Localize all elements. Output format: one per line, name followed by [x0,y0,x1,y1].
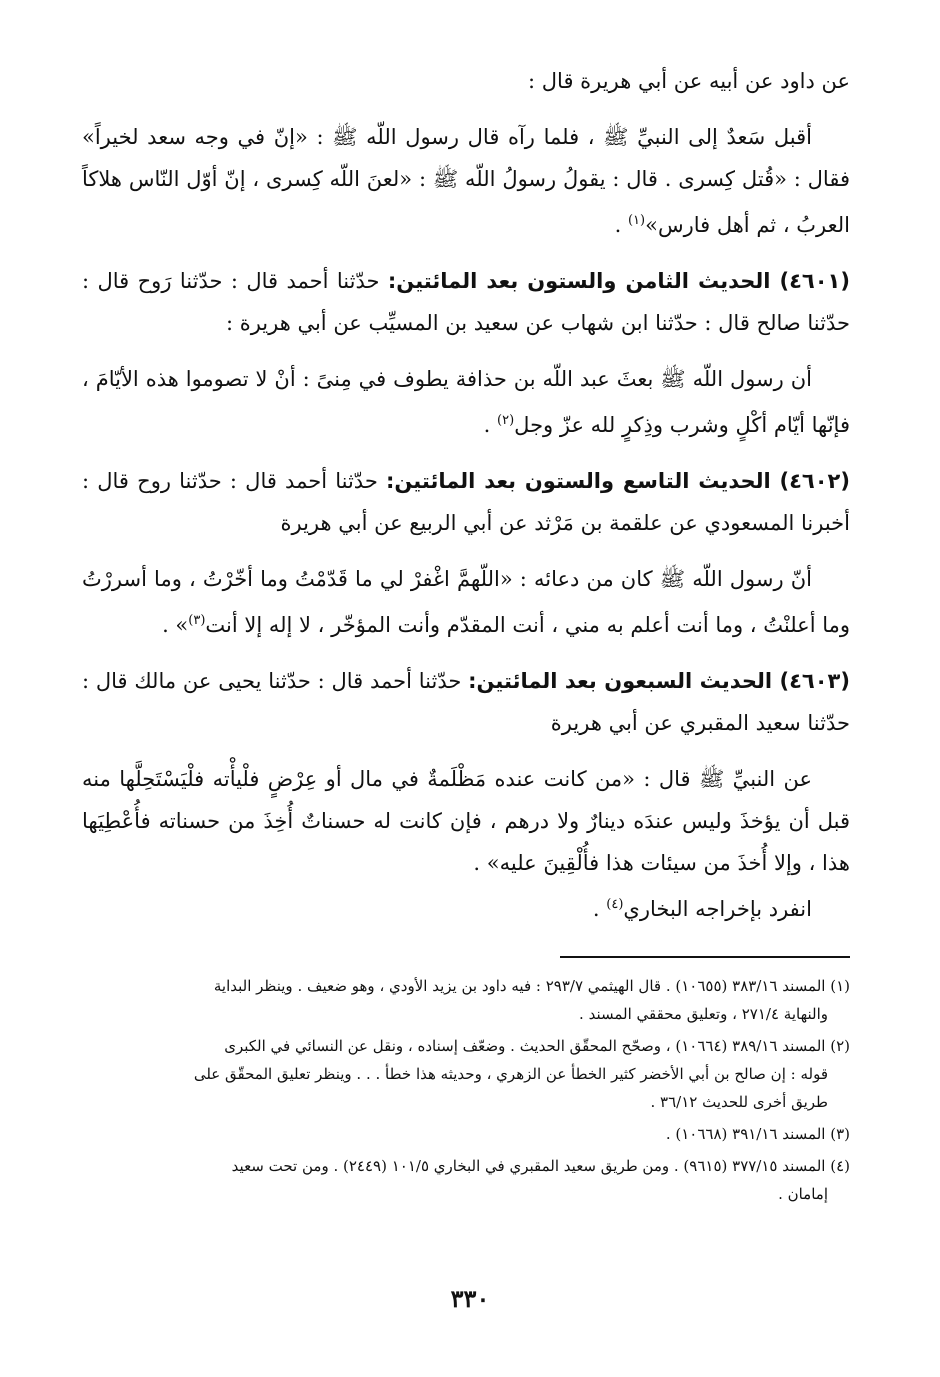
footnote-4 [82,1152,850,1208]
kisra-end: . [614,213,628,237]
hadith-4601-title: (٤٦٠١) الحديث الثامن والستون بعد المائتين: [387,269,850,293]
hadith-4601-line-2: فإنّها أيّام أكْلٍ وشرب وذِكرٍ لله عزّ وجل [514,413,850,437]
footnote-ref-4[interactable]: (٤) [606,897,624,912]
hadith-4602-line-2: وما أعلنْتُ ، وما أنت أعلم به مني ، أنت المقدّم وأنت المؤخّر ، لا إله إلا أنت [205,613,850,637]
kisra-line-3: العربُ ، ثم أهل فارس» [645,213,850,237]
hadith-4602-chain: حدّثنا أحمد قال : حدّثنا روح [137,469,386,493]
hadith-4601-chain: حدّثنا أحمد قال : حدّثنا رَوح [137,269,388,293]
hadith-4602-text [82,558,850,646]
footnote-1-line-1: (١) المسند ٣٨٣/١٦ (١٠٦٥٥) . قال الهيثمي ٢٩٣/٧ : فيه داود بن يزيد الأودي ، وهو ضعيف . وينظر البداية [213,977,850,995]
footnote-4-line-1: (٤) المسند ٣٧٧/١٥ (٩٦١٥) . ومن طريق سعيد المقبري في البخاري ١٠١/٥ (٢٤٤٩) . ومن تحت سعيد [231,1157,850,1175]
hadith-4602-heading [82,460,850,544]
hadith-4601-line-1: أن رسول اللّه ﷺ بعثَ عبد اللّه بن حذافة يطوف في مِنىً : أنْ لا تصوموا هذه الأيّامَ ، [82,367,812,391]
footnote-2-line-3: طريق أخرى للحديث ٣٦/١٢ . [650,1093,828,1111]
hadith-4603-heading [82,660,850,744]
footnote-ref-2[interactable]: (٢) [497,413,515,428]
hadith-4602-chain-2: قال : أخبرنا المسعودي عن علقمة بن مَرْثد عن أبي الربيع عن أبي هريرة [82,469,850,535]
footnote-3 [82,1120,850,1148]
footnote-1-line-2: والنهاية ٢٧١/٤ ، وتعليق محققي المسند . [579,1005,828,1023]
hadith-4602-end: » . [162,613,189,637]
kisra-line-2: فقال : «قُتل كِسرى . قال : يقولُ رسولُ اللّه ﷺ : «لعنَ اللّه كِسرى ، إنّ أوّل النّاس هلاكاً [82,167,850,191]
footnote-2-line-1: (٢) المسند ٣٨٩/١٦ (١٠٦٦٤) ، وصحّح المحقّق الحديث . وضعّف إسناده ، ونقل عن النسائي في الكبرى [224,1037,850,1055]
hadith-4603-chain-2: مالك قال : حدّثنا سعيد المقبري عن أبي هريرة [82,669,850,735]
footnote-1 [82,972,850,1028]
hadith-4601-heading [82,260,850,344]
page-body [82,60,850,1203]
footnote-2-line-2: قوله : إن صالح بن أبي الأخضر كثير الخطأ عن الزهري ، وحديثه هذا خطأ . . . وينظر تعليق المحقّق على [193,1065,828,1083]
hadith-4603-note [82,884,850,930]
hadith-4603-line-4: انفرد بإخراجه البخاري [623,897,812,921]
intro-line: عن داود عن أبيه عن أبي هريرة قال : [528,69,850,93]
page-number: ٣٣٠ [450,1284,490,1313]
kisra-line-1: أقبل سَعدٌ إلى النبيِّ ﷺ ، فلما رآه قال رسول اللّه ﷺ : «إنّ في وجه سعد لخيراً» [82,125,812,149]
footnote-ref-3[interactable]: (٣) [188,613,206,628]
hadith-4601-chain-2: قال : حدّثنا صالح قال : حدّثنا ابن شهاب عن سعيد بن المسيِّب عن أبي هريرة : [82,269,850,335]
paragraph-intro [82,60,850,102]
footnote-divider [560,956,850,958]
footnote-ref-1[interactable]: (١) [627,213,646,228]
hadith-4603-line-3: هذا ، وإلا أُخذَ من سيئات هذا فأُلْقِينَ عليه» . [473,851,850,875]
hadith-4603-title: (٤٦٠٣) الحديث السبعون بعد المائتين: [468,669,850,693]
hadith-4602-title: (٤٦٠٢) الحديث التاسع والستون بعد المائتين: [386,469,850,493]
footnote-3-line-1: (٣) المسند ٣٩١/١٦ (١٠٦٦٨) . [665,1125,850,1143]
hadith-4601-end: . [483,413,498,437]
hadith-4603-line-1: عن النبيِّ ﷺ قال : «من كانت عنده مَظْلَمةٌ في مال أو عِرْضٍ فلْيأْته فلْيَسْتَحِلَّها منه [82,767,812,791]
footnote-2 [82,1032,850,1116]
hadith-4603-text [82,758,850,884]
footnotes [82,972,850,1212]
footnote-4-line-2: إمامان . [778,1185,828,1203]
hadith-4603-chain: حدّثنا أحمد قال : حدّثنا يحيى عن [182,669,469,693]
hadith-4603-line-2: قبل أن يؤخذَ وليس عندَه دينارٌ ولا درهم ، فإن كانت له حسناتٌ أُخِذَ من حسناته فأُعْطِيَها [82,809,850,833]
hadith-4601-text [82,358,850,446]
hadith-4603-end: . [592,897,607,921]
paragraph-kisra [82,116,850,246]
hadith-4602-line-1: أنّ رسول اللّه ﷺ كان من دعائه : «اللّهمَّ اغْفرْ لي ما قَدّمْتُ وما أخّرْتُ ، وما أسررْتُ [82,567,812,591]
